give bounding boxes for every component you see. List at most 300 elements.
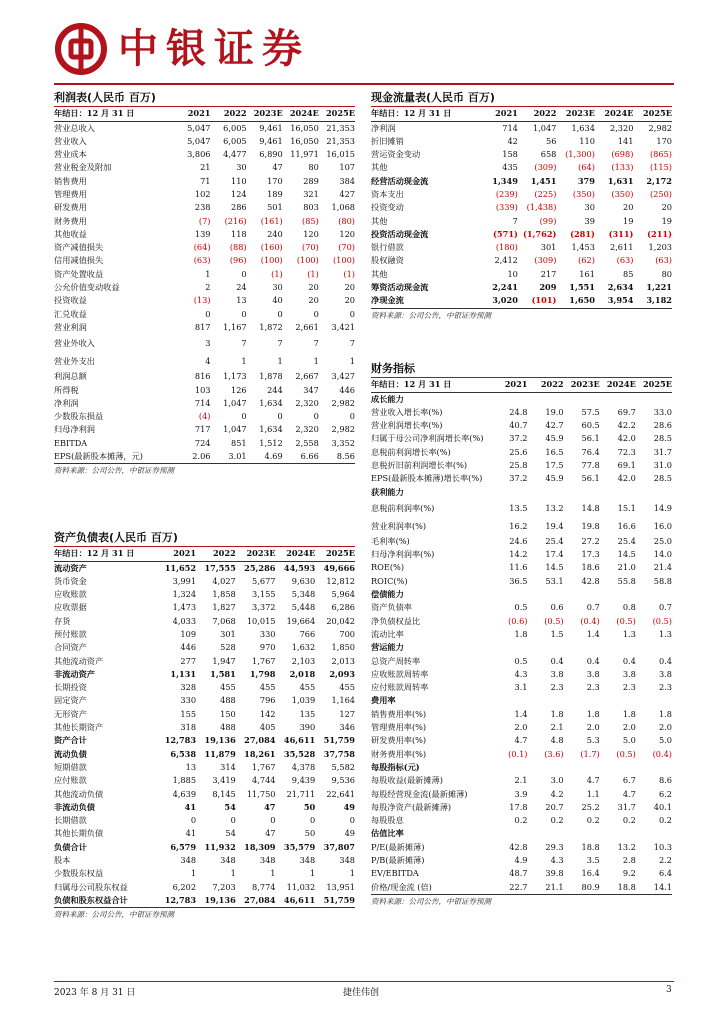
row-value: 1,173 (223, 371, 247, 382)
row-value: 0.4 (658, 655, 672, 666)
row-label: 投资收益 (54, 295, 87, 306)
row-label: 资产合计 (54, 735, 87, 746)
row-value: 4.69 (264, 451, 283, 462)
row-value: 1,324 (172, 589, 197, 600)
row-value: 14.5 (617, 549, 636, 560)
row-value: 348 (220, 855, 236, 866)
row-value (636, 588, 672, 601)
row-value: 0 (349, 411, 355, 422)
row-value: 3,991 (172, 575, 197, 586)
row-label: P/B(最新摊薄) (371, 855, 425, 865)
row-value (528, 486, 564, 499)
table-row (371, 761, 672, 774)
row-value: (216) (224, 215, 247, 226)
row-value: 5,677 (252, 575, 276, 586)
table-row (371, 814, 672, 827)
header-year: 2025E (633, 107, 672, 121)
header-year: 2023E (236, 547, 276, 561)
row-label: 经营活动现金流 (371, 175, 429, 186)
table-row (54, 254, 355, 267)
row-value (600, 641, 636, 654)
row-value: 2,558 (295, 437, 319, 448)
row-value: 10 (507, 268, 518, 279)
row-label: 偿债能力 (371, 589, 404, 600)
row-label: 其他长期负债 (54, 828, 104, 839)
row-value: 4 (205, 356, 211, 367)
row-value: 3.8 (586, 668, 600, 679)
row-value: (698) (611, 149, 634, 160)
row-value: 141 (617, 135, 634, 146)
row-value: 14.2 (509, 549, 528, 560)
row-value: 1.8 (586, 708, 600, 719)
row-value: (64) (193, 242, 211, 253)
row-label: 研发费用 (54, 202, 87, 213)
table-row (371, 148, 672, 161)
row-value: 1,632 (291, 642, 316, 653)
row-value: (1,438) (526, 202, 557, 213)
row-value (636, 641, 672, 654)
row-value: 20 (308, 282, 319, 293)
row-value: 45.9 (545, 473, 564, 484)
row-value: 170 (267, 175, 283, 186)
row-value (600, 392, 636, 406)
row-value: (3.6) (544, 748, 564, 759)
table-row (54, 827, 355, 840)
row-value: 69.7 (617, 406, 636, 417)
row-value: 53.1 (545, 575, 564, 586)
row-value: (100) (260, 255, 283, 266)
row-value: 1.3 (622, 628, 636, 639)
row-value: 766 (299, 628, 316, 639)
table-row (371, 641, 672, 654)
row-value: 1,634 (259, 397, 283, 408)
row-value: 8,145 (212, 788, 236, 799)
row-value: 150 (220, 708, 236, 719)
row-value: 1 (190, 868, 197, 879)
row-value: 85 (623, 268, 634, 279)
row-value: 9,439 (291, 775, 316, 786)
row-value: 6,890 (259, 149, 283, 160)
row-value: (309) (534, 162, 557, 173)
row-label: 每股净资产(最新摊薄) (371, 801, 452, 812)
row-value: 455 (339, 682, 355, 693)
row-value: 8,774 (252, 881, 276, 892)
row-value: 3,020 (492, 295, 518, 306)
row-value: 1,453 (571, 242, 595, 253)
row-value: 1,473 (172, 602, 197, 613)
row-value: (100) (296, 255, 319, 266)
row-value (491, 694, 527, 707)
row-value: (70) (338, 242, 355, 253)
table-row (54, 352, 355, 370)
row-value: 658 (540, 149, 557, 160)
row-value: 1,349 (492, 175, 518, 186)
row-value: 31.0 (653, 459, 672, 470)
row-value: 1,947 (212, 655, 236, 666)
row-value: 1,167 (223, 321, 247, 332)
row-value: 28.5 (653, 473, 672, 484)
footer-divider (54, 981, 674, 982)
row-value: (7) (198, 215, 211, 226)
header-year: 2025E (315, 547, 355, 561)
row-value: (0.6) (508, 615, 528, 626)
row-label: 公允价值变动收益 (54, 282, 120, 293)
income-statement-table (54, 107, 355, 463)
cashflow-section (371, 90, 672, 322)
row-value: 717 (194, 424, 211, 435)
row-label: 应付账款周转率 (371, 682, 429, 693)
table-row (54, 801, 355, 814)
row-value: 58.8 (653, 575, 672, 586)
row-value: (309) (534, 255, 557, 266)
row-value: 20 (344, 295, 355, 306)
row-label: 投资活动现金流 (371, 228, 429, 239)
row-value: 9,536 (331, 775, 355, 786)
row-value: 301 (540, 242, 557, 253)
row-value (491, 486, 527, 499)
row-value: 20,042 (326, 615, 355, 626)
row-value: 20 (661, 202, 672, 213)
table-row (54, 450, 355, 463)
table-row (371, 628, 672, 641)
header-year: 2021 (174, 107, 210, 121)
row-value: 0.6 (550, 602, 564, 613)
row-value: 1.1 (586, 788, 600, 799)
row-value: 1,164 (331, 695, 355, 706)
row-value: 14.5 (545, 562, 564, 573)
balance-sheet-section (54, 530, 355, 921)
row-value: 7,068 (212, 615, 236, 626)
row-label: 归属母公司股东权益 (54, 881, 128, 892)
row-label: 每股指标(元) (371, 761, 420, 772)
row-value: 346 (339, 722, 355, 733)
row-value: 13.5 (509, 502, 528, 513)
row-value: 17.5 (545, 459, 564, 470)
row-value: 20 (308, 295, 319, 306)
row-label: 其他流动负债 (54, 788, 104, 799)
row-label: 流动资产 (54, 562, 87, 573)
table-row (371, 215, 672, 228)
table-row (54, 308, 355, 321)
row-label: 负债合计 (54, 841, 87, 852)
row-value: 2,013 (331, 655, 355, 666)
row-value: 49 (343, 801, 355, 812)
row-label: EPS(最新股本摊薄，元) (54, 451, 143, 462)
row-value: 16.6 (617, 520, 636, 531)
row-value (528, 694, 564, 707)
header-label: 年结日：12 月 31 日 (54, 107, 174, 121)
table-row (54, 748, 355, 761)
row-value (600, 588, 636, 601)
row-value: 1,131 (170, 668, 197, 679)
row-value: 5,964 (331, 589, 355, 600)
row-value: 11.6 (509, 562, 528, 573)
row-value: 3.8 (622, 668, 636, 679)
row-label: 估值比率 (371, 828, 404, 839)
row-value: 29.3 (545, 841, 564, 852)
row-value: (1,762) (523, 228, 557, 239)
row-value: 1,512 (259, 437, 283, 448)
row-value: 1,039 (291, 695, 316, 706)
row-label: 归母净利润 (54, 424, 95, 435)
row-value: 1.3 (658, 628, 672, 639)
row-value: 120 (303, 228, 319, 239)
table-row (371, 668, 672, 681)
row-value: 1,767 (252, 655, 276, 666)
table-row (371, 655, 672, 668)
row-value: (1) (307, 268, 319, 279)
row-value: 14.1 (653, 881, 672, 892)
row-value: 118 (230, 228, 247, 239)
row-value: 3 (205, 338, 211, 349)
row-value: 1.8 (514, 628, 528, 639)
income-source-note: 资料来源：公司公告，中银证券预测 (54, 463, 355, 477)
row-label: 长期投资 (54, 682, 87, 693)
row-value: 1 (349, 868, 355, 879)
row-value: 488 (220, 722, 236, 733)
row-label: 股本 (54, 855, 71, 866)
row-value: 51,759 (323, 894, 355, 905)
row-value: 24 (236, 282, 247, 293)
row-value: 14.9 (653, 502, 672, 513)
row-label: ROE(%) (371, 562, 405, 573)
row-label: 息税前利润率(%) (371, 502, 435, 513)
row-value: 27.2 (581, 535, 600, 546)
row-value: 714 (194, 397, 211, 408)
row-value: 19.8 (581, 520, 600, 531)
row-value: 18.8 (617, 881, 636, 892)
table-row (371, 827, 672, 840)
row-value: 0.4 (586, 655, 600, 666)
row-value: 9,461 (259, 135, 283, 146)
row-label: 净利润 (54, 397, 79, 408)
row-value: 301 (220, 628, 236, 639)
row-value: 1 (313, 356, 319, 367)
row-value: 4.3 (550, 855, 564, 865)
row-label: 营业外支出 (54, 356, 95, 367)
row-value: 209 (539, 282, 557, 293)
row-value: 49,666 (323, 562, 355, 573)
row-value: 19,136 (204, 735, 236, 746)
row-value: 4,744 (252, 775, 276, 786)
row-label: 汇兑收益 (54, 308, 87, 319)
table-row (371, 268, 672, 281)
row-value: 14.8 (581, 502, 600, 513)
row-label: 息税前利润增长率(%) (371, 446, 451, 457)
row-value: 2.0 (622, 722, 636, 733)
row-label: 投资变动 (371, 202, 404, 213)
row-value (636, 827, 672, 840)
table-row (371, 254, 672, 267)
row-label: 其他流动资产 (54, 655, 104, 666)
row-value: 9.2 (622, 868, 636, 879)
row-value: 11,652 (164, 562, 197, 573)
row-label: 营业税金及附加 (54, 162, 112, 173)
row-value: 0 (270, 815, 276, 826)
row-value: 40.1 (653, 801, 672, 812)
row-label: 短期借款 (54, 761, 87, 772)
row-value (491, 761, 527, 774)
row-value: 318 (180, 722, 197, 733)
row-value: (0.4) (580, 615, 600, 626)
table-row (371, 788, 672, 801)
header-year: 2022 (211, 107, 247, 121)
table-row (54, 281, 355, 294)
row-value: 2.3 (550, 682, 564, 693)
row-value: 455 (259, 682, 276, 693)
row-value: 37.2 (509, 473, 528, 484)
row-label: 其他 (371, 268, 388, 279)
row-value: 35,528 (283, 748, 316, 759)
row-value: 7 (313, 338, 319, 349)
row-value (636, 694, 672, 707)
row-value: 8.56 (336, 451, 355, 462)
row-value: 5,348 (291, 589, 316, 600)
row-label: 净利润 (371, 122, 396, 133)
row-value: 19.0 (545, 406, 564, 417)
row-label: 利润总额 (54, 371, 87, 382)
table-row (371, 748, 672, 761)
row-label: 其他 (371, 215, 388, 226)
table-row (54, 370, 355, 383)
table-row (54, 761, 355, 774)
row-value: 27,084 (244, 735, 276, 746)
row-value: 10,015 (246, 615, 276, 626)
row-label: 每股收益(最新摊薄) (371, 775, 443, 786)
row-value: 0 (230, 815, 236, 826)
row-label: 流动比率 (371, 628, 404, 639)
row-value: 1,850 (331, 642, 355, 653)
row-value: 5.0 (658, 735, 672, 746)
header-label: 年结日：12 月 31 日 (54, 547, 156, 561)
row-value: 37.2 (509, 433, 528, 444)
row-value: 135 (299, 708, 316, 719)
table-row (54, 788, 355, 801)
row-value: 4,477 (223, 149, 247, 160)
table-row (54, 681, 355, 694)
row-value: 0.8 (622, 602, 636, 613)
row-value: 31.7 (653, 446, 672, 457)
row-value: 124 (230, 188, 247, 199)
header-year: 2022 (518, 107, 557, 121)
table-row (54, 161, 355, 174)
table-row (54, 588, 355, 601)
row-value: 1 (277, 356, 283, 367)
row-value: 103 (194, 384, 211, 395)
row-value: 41 (184, 801, 197, 812)
table-row (54, 175, 355, 188)
row-value: 1.4 (514, 708, 528, 719)
row-value: 56 (545, 135, 557, 146)
row-value: 0 (241, 308, 247, 319)
row-value: 56.1 (581, 433, 600, 444)
cashflow-table (371, 107, 672, 308)
row-value: 5,582 (331, 761, 355, 772)
row-label: 毛利率(%) (371, 535, 410, 546)
row-value: (180) (495, 242, 518, 253)
row-value: 2,320 (609, 122, 634, 133)
row-value: 7 (349, 338, 355, 349)
table-row (54, 774, 355, 787)
row-value: 0 (241, 411, 247, 422)
row-value: 139 (194, 228, 211, 239)
row-value: 11,971 (290, 149, 319, 160)
row-label: 财务费用 (54, 215, 87, 226)
row-value: (62) (578, 255, 595, 266)
row-value: 15.1 (617, 502, 636, 513)
row-value: 45.9 (545, 433, 564, 444)
row-value: 2,320 (295, 424, 319, 435)
row-value: (161) (260, 215, 283, 226)
table-row (371, 121, 672, 135)
row-label: 股权融资 (371, 255, 404, 266)
row-label: 非流动负债 (54, 801, 95, 812)
row-value: 2.1 (550, 722, 564, 733)
row-value: 3,421 (331, 321, 355, 332)
row-value: 0 (349, 308, 355, 319)
row-value: 17.8 (509, 801, 528, 812)
row-value: 46,611 (283, 735, 316, 746)
row-value: 72.3 (617, 446, 636, 457)
row-value: 817 (194, 321, 211, 332)
row-value: 19 (623, 215, 634, 226)
row-value: 49 (344, 828, 355, 839)
row-value: 4.7 (514, 735, 528, 746)
row-value: 21 (200, 162, 211, 173)
row-value (528, 641, 564, 654)
row-value: 18.8 (581, 841, 600, 852)
row-label: 营业利润增长率(%) (371, 420, 443, 431)
row-value: 1,872 (259, 321, 283, 332)
row-value: (239) (495, 188, 518, 199)
row-label: 总资产周转率 (371, 655, 421, 666)
table-row (371, 841, 672, 854)
row-value: 528 (220, 642, 236, 653)
header-year: 2023E (556, 107, 595, 121)
row-label: 归属于母公司净利润增长率(%) (371, 433, 484, 444)
row-value: 0.2 (586, 815, 600, 826)
row-label: 其他 (371, 162, 388, 173)
row-value: 4.7 (622, 788, 636, 799)
row-value: 4.7 (586, 775, 600, 786)
header-year: 2023E (247, 107, 283, 121)
row-value (564, 392, 600, 406)
row-value: 28.6 (653, 420, 672, 431)
row-value: 47 (265, 828, 276, 839)
row-value: 2,320 (295, 397, 319, 408)
row-value: 2.3 (658, 682, 672, 693)
header-label: 年结日：12 月 31 日 (371, 107, 479, 121)
row-value (528, 392, 564, 406)
table-row (371, 854, 672, 867)
row-value: 18,261 (244, 748, 276, 759)
row-value: (225) (534, 188, 557, 199)
row-value: 5,448 (291, 602, 316, 613)
row-value: 1 (241, 356, 247, 367)
row-value: 1 (270, 868, 276, 879)
row-label: 销售费用率(%) (371, 708, 427, 719)
table-row (371, 601, 672, 614)
table-row (54, 321, 355, 334)
row-value: 25.4 (545, 535, 564, 546)
row-value: 3.8 (550, 668, 564, 679)
row-value: 0 (349, 815, 355, 826)
row-value: 4.3 (514, 668, 528, 679)
row-label: 应收票据 (54, 602, 87, 613)
row-value: 33.0 (653, 406, 672, 417)
table-row (371, 681, 672, 694)
row-value (528, 761, 564, 774)
